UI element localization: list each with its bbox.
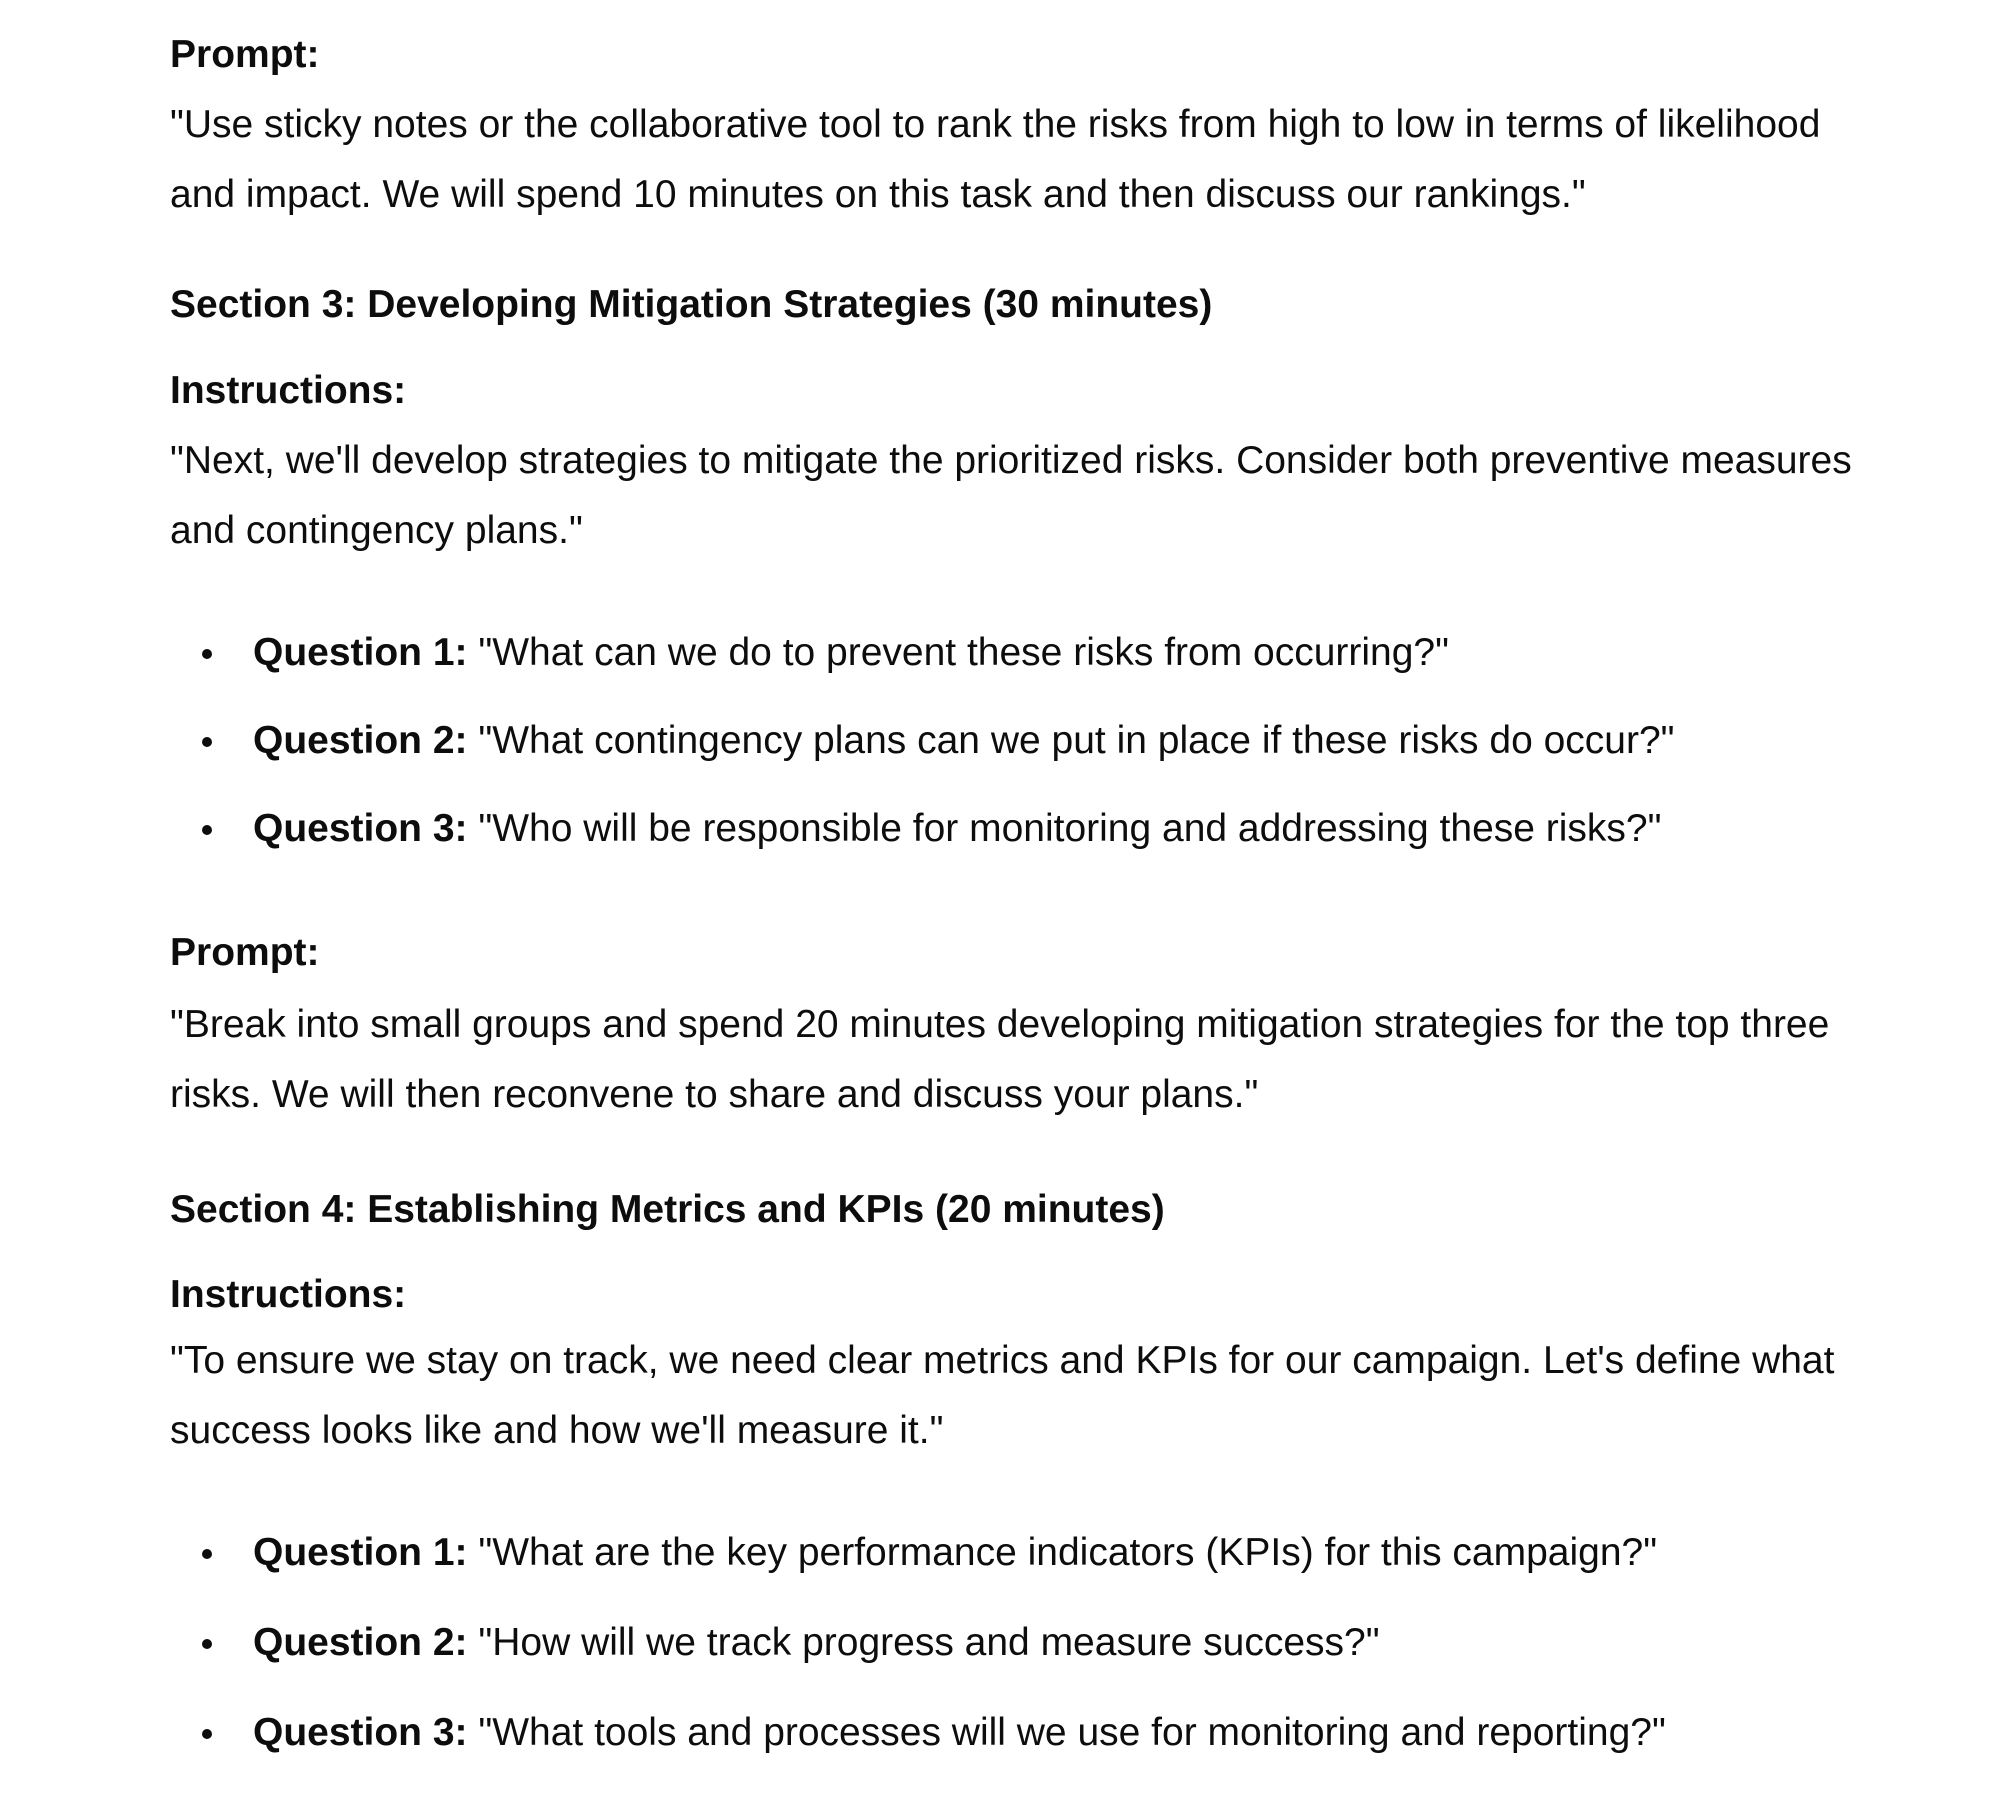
question-text: "What can we do to prevent these risks from occurring?" — [467, 631, 1449, 674]
bullet-icon — [202, 1639, 212, 1649]
instructions-text-line: and contingency plans." — [170, 509, 583, 552]
prompt-text — [170, 990, 2000, 1130]
bullet-icon — [202, 649, 212, 659]
list-item — [170, 1608, 2000, 1678]
bullet-icon — [202, 737, 212, 747]
instructions-label: Instructions: — [170, 369, 407, 412]
section-4-heading: Section 4: Establishing Metrics and KPIs (20 minutes) — [170, 1188, 1165, 1231]
question-text: "What are the key performance indicators (KPIs) for this campaign?" — [467, 1531, 1658, 1574]
question-label: Question 2: — [253, 719, 468, 762]
bullet-icon — [202, 1729, 212, 1739]
list-item — [170, 1698, 2000, 1768]
question-label: Question 1: — [253, 631, 468, 674]
list-item — [170, 618, 2000, 688]
instructions-text-line: success looks like and how we'll measure it." — [170, 1409, 944, 1452]
question-label: Question 1: — [253, 1531, 468, 1574]
prompt-label: Prompt: — [170, 931, 320, 974]
list-item — [170, 794, 2000, 864]
instructions-text-line: "To ensure we stay on track, we need clear metrics and KPIs for our campaign. Let's define what — [170, 1339, 1835, 1382]
prompt-text — [170, 90, 2000, 230]
list-item — [170, 1518, 2000, 1588]
question-text: "Who will be responsible for monitoring and addressing these risks?" — [467, 807, 1662, 850]
question-text: "What contingency plans can we put in place if these risks do occur?" — [467, 719, 1675, 762]
question-label: Question 3: — [253, 1711, 468, 1754]
question-text: "How will we track progress and measure success?" — [467, 1621, 1380, 1664]
question-label: Question 2: — [253, 1621, 468, 1664]
prompt-text-line: "Break into small groups and spend 20 minutes developing mitigation strategies for the top three — [170, 1003, 1830, 1046]
instructions-text-line: "Next, we'll develop strategies to mitigate the prioritized risks. Consider both preventive measures — [170, 439, 1852, 482]
instructions-label: Instructions: — [170, 1273, 407, 1316]
prompt-label: Prompt: — [170, 33, 320, 76]
bullet-icon — [202, 1549, 212, 1559]
list-item — [170, 706, 2000, 776]
instructions-text — [170, 426, 2000, 566]
prompt-text-line: "Use sticky notes or the collaborative tool to rank the risks from high to low in terms of likelihood — [170, 103, 1821, 146]
section-3-heading: Section 3: Developing Mitigation Strategies (30 minutes) — [170, 283, 1213, 326]
section-4-question-list — [170, 1518, 2000, 1788]
question-text: "What tools and processes will we use for monitoring and reporting?" — [467, 1711, 1666, 1754]
prompt-text-line: and impact. We will spend 10 minutes on this task and then discuss our rankings." — [170, 173, 1586, 216]
instructions-text — [170, 1326, 2000, 1466]
question-label: Question 3: — [253, 807, 468, 850]
bullet-icon — [202, 825, 212, 835]
section-3-question-list — [170, 618, 2000, 882]
prompt-text-line: risks. We will then reconvene to share and discuss your plans." — [170, 1073, 1259, 1116]
